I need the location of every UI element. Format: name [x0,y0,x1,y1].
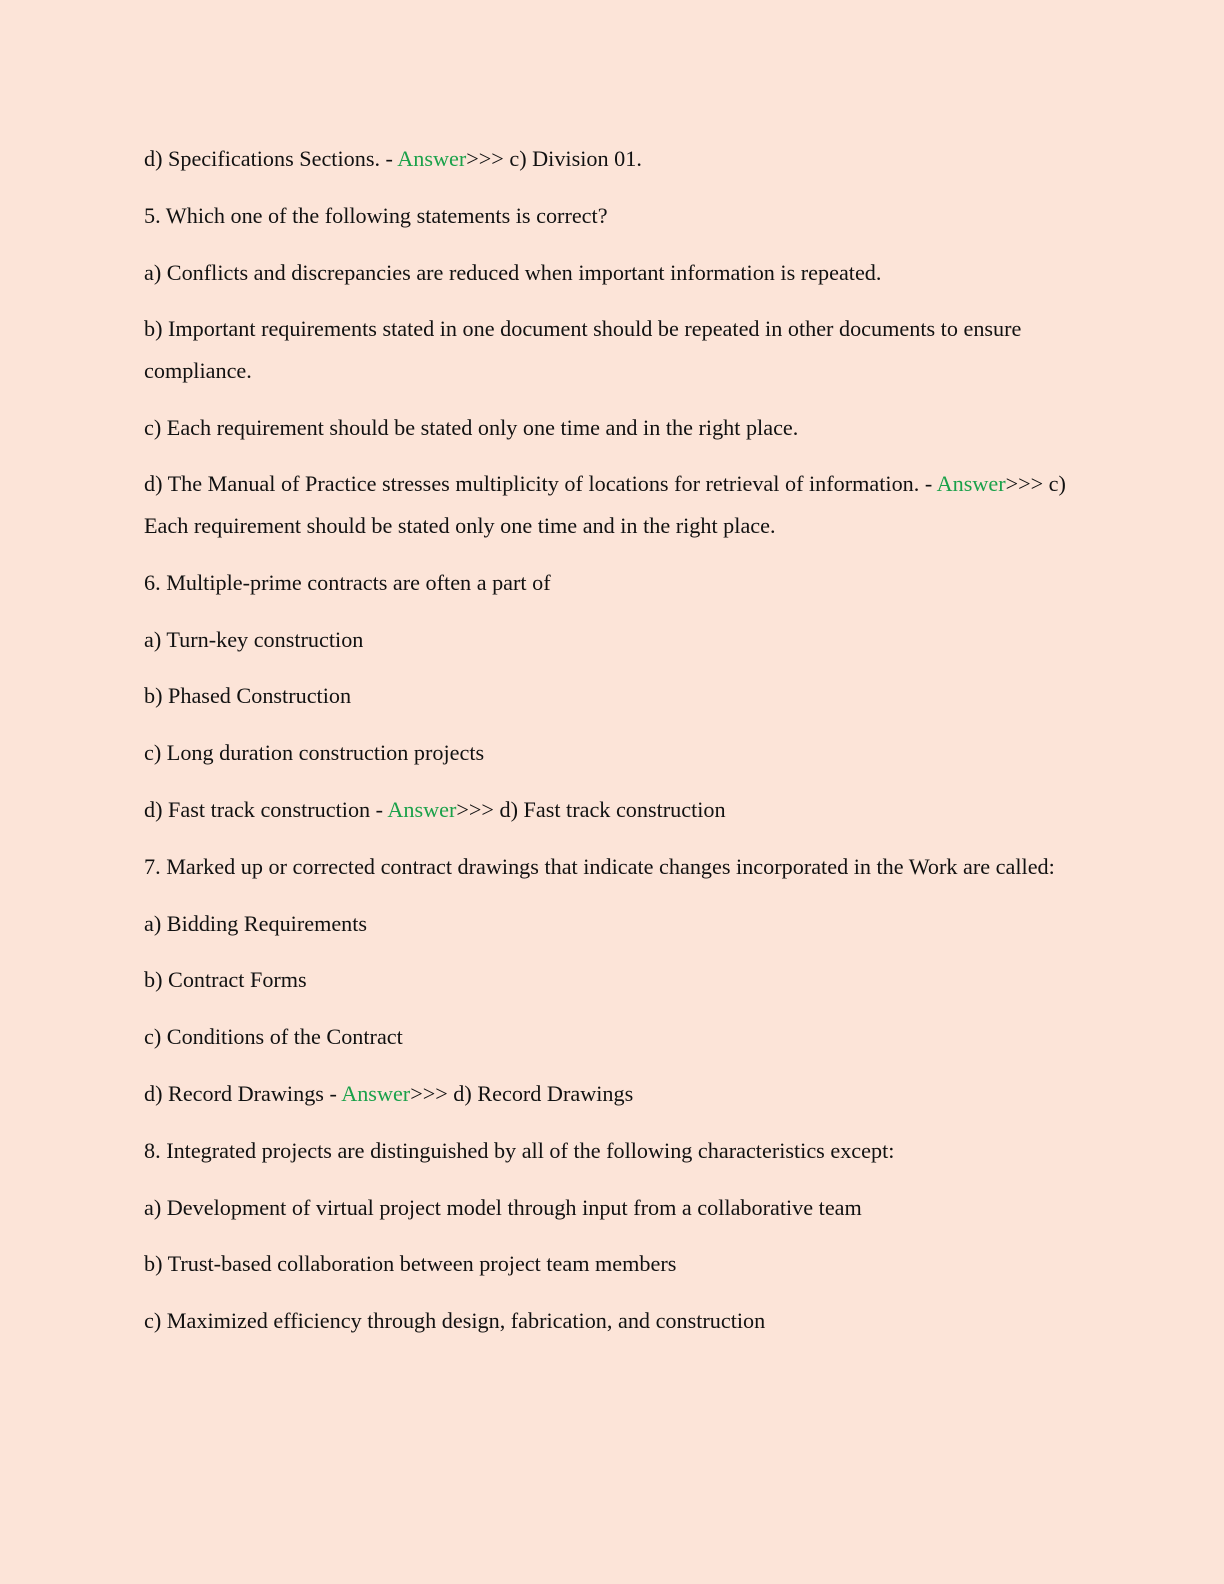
answer-label: Answer [397,146,467,171]
answer-label: Answer [387,796,457,822]
option-7c: c) Conditions of the Contract [144,1024,403,1050]
answer-line-q4: d) Specifications Sections. - Answer>>> c) Division 01. [144,146,642,171]
option-6a: a) Turn-key construction [144,626,364,652]
document-page [144,138,1084,1357]
option-7d-with-answer: d) Record Drawings - Answer>>> d) Record Drawings [144,1080,634,1106]
option-7a: a) Bidding Requirements [144,910,368,936]
option-6b: b) Phased Construction [144,683,352,709]
option-5d-with-answer: d) The Manual of Practice stresses multiplicity of locations for retrieval of information. - Answer>>> c) Each requirement should be stated only one time and in the right place. [144,471,1066,538]
option-8b: b) Trust-based collaboration between project team members [144,1251,677,1277]
option-5c: c) Each requirement should be stated only one time and in the right place. [144,414,799,440]
option-6c: c) Long duration construction projects [144,740,485,766]
answer-text: >>> c) Each requirement should be stated only one time and in the right place. [144,471,1066,538]
question-6: 6. Multiple-prime contracts are often a part of [144,569,551,595]
option-5a: a) Conflicts and discrepancies are reduced when important information is repeated. [144,259,882,285]
option-8c: c) Maximized efficiency through design, fabrication, and construction [144,1308,766,1334]
answer-text: >>> d) Record Drawings [410,1080,634,1106]
option-6d-with-answer: d) Fast track construction - Answer>>> d) Fast track construction [144,796,726,822]
option-5b: b) Important requirements stated in one document should be repeated in other documents to ensure compliance. [144,316,1022,383]
answer-text: >>> c) Division 01. [466,146,642,171]
answer-label: Answer [341,1080,411,1106]
question-5: 5. Which one of the following statements is correct? [144,202,608,228]
option-7b: b) Contract Forms [144,967,307,993]
question-7: 7. Marked up or corrected contract drawings that indicate changes incorporated in the Work are called: [144,853,1055,879]
option-8a: a) Development of virtual project model through input from a collaborative team [144,1194,862,1220]
answer-text: >>> d) Fast track construction [456,796,726,822]
question-8: 8. Integrated projects are distinguished by all of the following characteristics except: [144,1137,895,1163]
answer-label: Answer [936,471,1006,497]
